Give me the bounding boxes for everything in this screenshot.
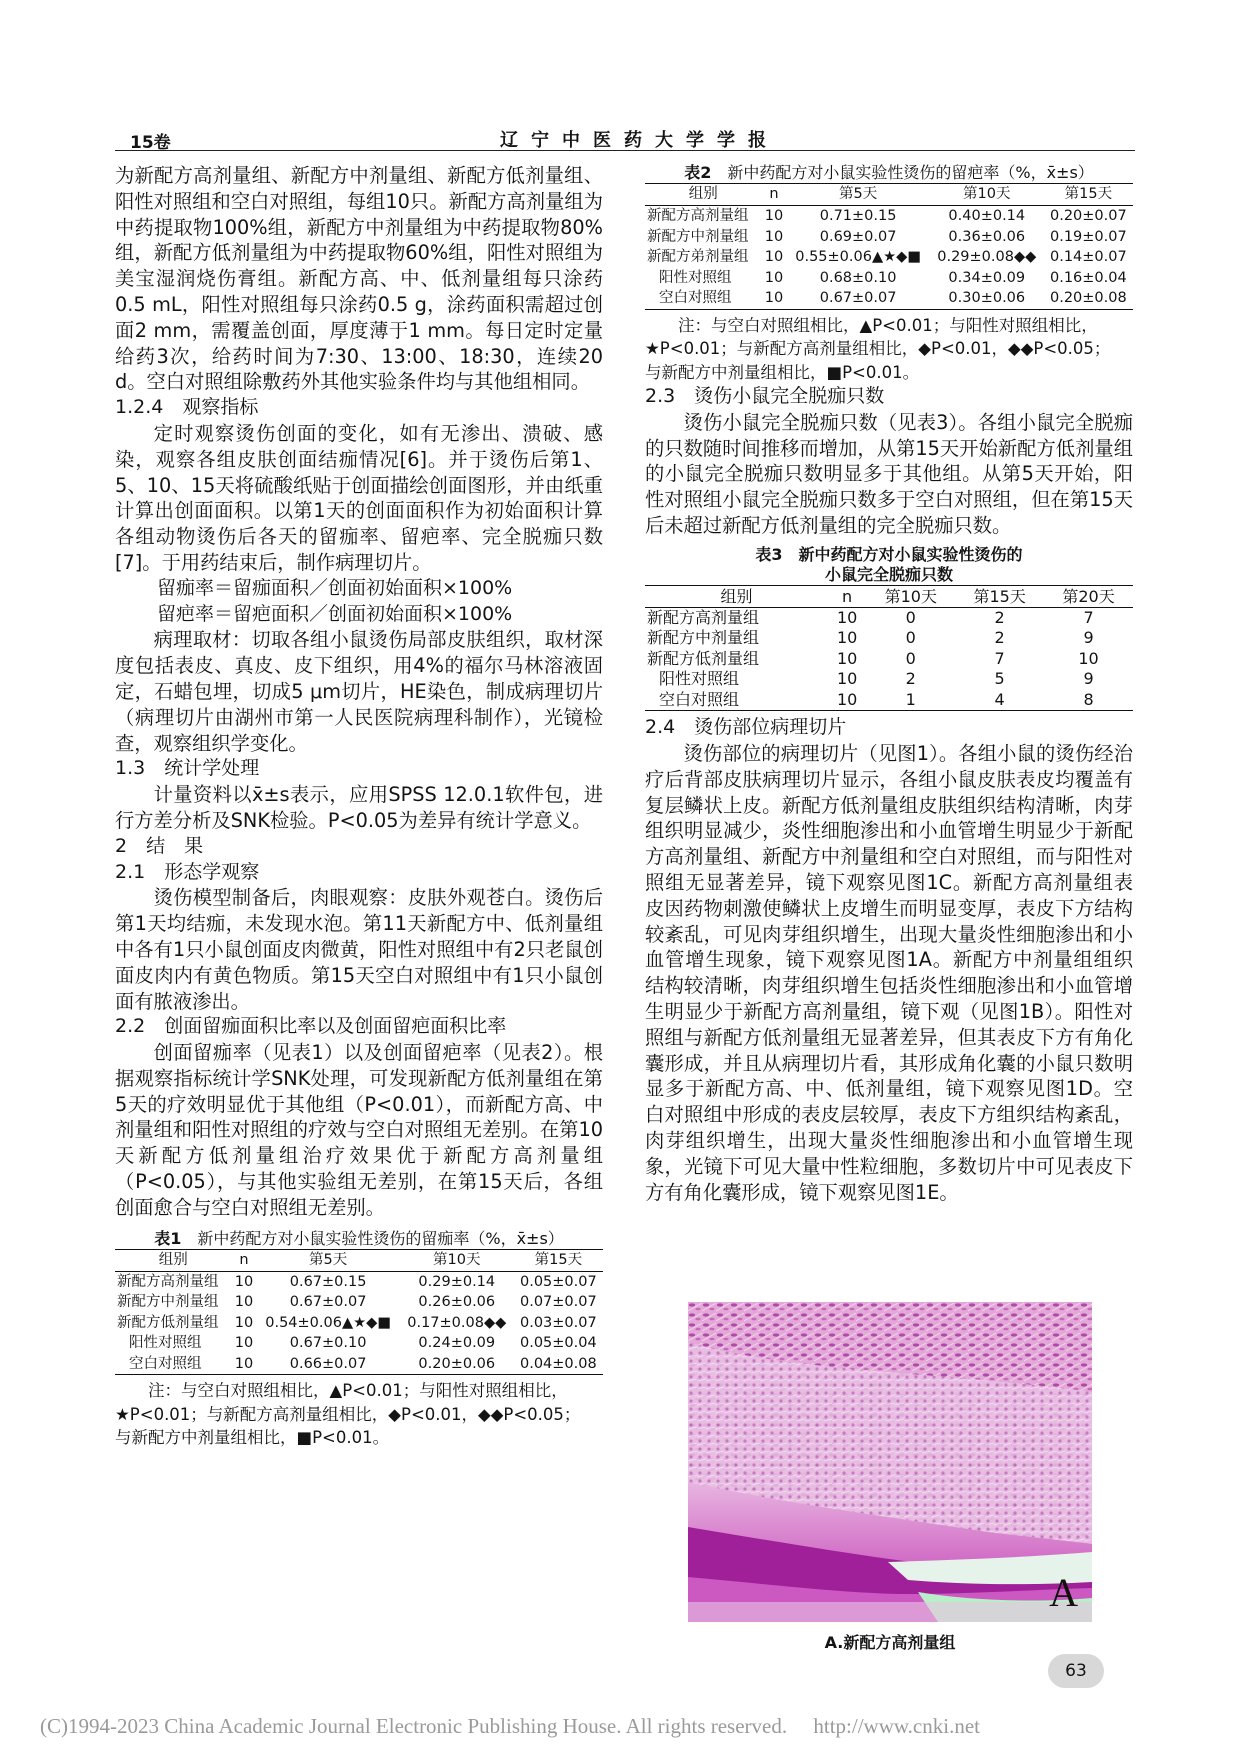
paragraph-grouping: 为新配方高剂量组、新配方中剂量组、新配方低剂量组、阳性对照组和空白对照组，每组10只。新配方高剂量组为中药提取物100%组，新配方中剂量组为中药提取物80%组，新配方低剂量组为中药提取物60%组，阳性对照组为美宝湿润烧伤膏组。新配方高、中、低剂量组每只涂药0.5 mL，阳性对照组每只涂药0.5 g，涂药面积需超过创面2 mm，需覆盖创面，厚度薄于1 mm。每日定时定量给药3次，给药时间为7:30、13:00、18:30，连续20 d。空白对照组除敷药外其他实验条件均与其他组相同。 bbox=[115, 164, 603, 394]
left-column bbox=[115, 163, 603, 1450]
col-header-day15: 第15天 bbox=[514, 1249, 603, 1271]
page-number: 63 bbox=[1048, 1654, 1104, 1688]
header-journal-title: 辽宁中医药大学学报 bbox=[500, 130, 779, 151]
col-header-n: n bbox=[762, 184, 787, 206]
formula-scab-rate: 留痂率＝留痂面积／创面初始面积×100% bbox=[157, 576, 513, 599]
right-column bbox=[645, 163, 1133, 1205]
table-row: 新配方低剂量组 10 0.54±0.06▲★◆■ 0.17±0.08◆◆ 0.03±0.07 bbox=[117, 1314, 597, 1331]
heading-1-2-4: 1.2.4 观察指标 bbox=[115, 396, 259, 419]
table-2-caption: 表2 新中药配方对小鼠实验性烫伤的留疤率（%，x̄±s） bbox=[684, 163, 1094, 182]
table-1-caption: 表1 新中药配方对小鼠实验性烫伤的留痂率（%，x̄±s） bbox=[154, 1228, 564, 1248]
table-row: 新配方中剂量组 10 0.67±0.07 0.26±0.06 0.07±0.07 bbox=[117, 1294, 597, 1311]
heading-1-3: 1.3 统计学处理 bbox=[115, 757, 260, 780]
table-1-note: 注：与空白对照组相比，▲P<0.01；与阳性对照组相比， ★P<0.01；与新配方高剂量组相比，◆P<0.01，◆◆P<0.05； 与新配方中剂量组相比，■P<0.01。 bbox=[115, 1381, 581, 1448]
paragraph-observation: 定时观察烫伤创面的变化，如有无渗出、溃破、感染，观察各组皮肤创面结痂情况[6]。并于烫伤后第1、5、10、15天将硫酸纸贴于创面描绘创面图形，并由纸重计算出创面面积。以第1天的创面面积作为初始面积计算各组动物烫伤后各天的留痂率、留疤率、完全脱痂只数[7]。于用药结束后，制作病理切片。 bbox=[115, 421, 603, 574]
table-2-block bbox=[645, 163, 1133, 384]
heading-2-4: 2.4 烫伤部位病理切片 bbox=[645, 716, 847, 739]
table-3-caption: 表3 新中药配方对小鼠实验性烫伤的 小鼠完全脱痂只数 bbox=[755, 544, 1023, 584]
table-row: 新配方中剂量组 10 0 2 9 bbox=[647, 628, 1094, 648]
table-3 bbox=[645, 585, 1133, 712]
table-header-row bbox=[645, 585, 1133, 607]
col-header-group: 组别 bbox=[645, 585, 828, 607]
table-2-note: 注：与空白对照组相比，▲P<0.01；与阳性对照组相比， ★P<0.01；与新配方高剂量组相比，◆P<0.01，◆◆P<0.05； 与新配方中剂量组相比，■P<0.01。 bbox=[645, 315, 1111, 382]
col-header-group: 组别 bbox=[115, 1249, 232, 1271]
table-row: 阳性对照组 10 0.68±0.10 0.34±0.09 0.16±0.04 bbox=[659, 269, 1127, 286]
col-header-day20: 第20天 bbox=[1044, 585, 1133, 607]
figure-panel-letter: A bbox=[1049, 1570, 1078, 1615]
table-header-row bbox=[645, 184, 1133, 206]
header-volume: 15卷 bbox=[130, 133, 171, 153]
paragraph-pathology-results: 烫伤部位的病理切片（见图1）。各组小鼠的烫伤经治疗后背部皮肤病理切片显示，各组小鼠皮肤表皮均覆盖有复层鳞状上皮。新配方低剂量组皮肤组织结构清晰，肉芽组织明显减少，炎性细胞渗出和小血管增生明显少于新配方高剂量组、新配方中剂量组和空白对照组，而与阳性对照组无显著差异，镜下观察见图1C。新配方高剂量组表皮因药物刺激使鳞状上皮增生而明显变厚，表皮下方结构较紊乱，可见肉芽组织增生，出现大量炎性细胞渗出和小血管增生现象，镜下观察见图1A。新配方中剂量组组织结构较清晰，肉芽组织增生包括炎性细胞渗出和小血管增生明显少于新配方高剂量组，镜下观（见图1B）。阳性对照组与新配方低剂量组无显著差异，但其表皮下方有角化囊形成，并且从病理切片看，其形成角化囊的小鼠只数明显多于新配方高、中、低剂量组，镜下观察见图1D。空白对照组中形成的表皮层较厚，表皮下方组织结构紊乱，肉芽组织增生，出现大量炎性细胞渗出和小血管增生现象，光镜下可见大量中性粒细胞，多数切片中可见表皮下方有角化囊形成，镜下观察见图1E。 bbox=[645, 742, 1133, 1204]
col-header-n: n bbox=[232, 1249, 257, 1271]
paragraph-statistics: 计量资料以x̄±s表示，应用SPSS 12.0.1软件包，进行方差分析及SNK检验。P<0.05为差异有统计学意义。 bbox=[115, 783, 603, 832]
col-header-day15: 第15天 bbox=[955, 585, 1044, 607]
paragraph-morphology: 烫伤模型制备后，肉眼观察：皮肤外观苍白。烫伤后第1天均结痂，未发现水泡。第11天新配方中、低剂量组中各有1只小鼠创面皮肉微黄，阳性对照组中有2只老鼠创面皮肉内有黄色物质。第15天空白对照组中有1只小鼠创面有脓液渗出。 bbox=[115, 886, 603, 1013]
micrograph-svg bbox=[688, 1302, 1092, 1622]
table-header-row bbox=[115, 1249, 603, 1271]
heading-2-1: 2.1 形态学观察 bbox=[115, 860, 260, 883]
table-row: 新配方弟剂量组 10 0.55±0.06▲★◆■ 0.29±0.08◆◆ 0.14±0.07 bbox=[647, 249, 1127, 265]
paragraph-pathology-sampling: 病理取材：切取各组小鼠烫伤局部皮肤组织，取材深度包括表皮、真皮、皮下组织，用4%的福尔马林溶液固定，石蜡包埋，切成5 μm切片，HE染色，制成病理切片（病理切片由湖州市第一人民医院病理科制作），光镜检查，观察组织学变化。 bbox=[115, 628, 603, 755]
col-header-day10: 第10天 bbox=[866, 585, 955, 607]
col-header-n: n bbox=[828, 585, 866, 607]
table-row: 新配方高剂量组 10 0.67±0.15 0.29±0.14 0.05±0.07 bbox=[117, 1273, 597, 1290]
table-row: 空白对照组 10 1 4 8 bbox=[645, 690, 1133, 711]
col-header-day5: 第5天 bbox=[786, 184, 929, 206]
table-row: 空白对照组 10 0.66±0.07 0.20±0.06 0.04±0.08 bbox=[115, 1354, 603, 1375]
table-row: 新配方中剂量组 10 0.69±0.07 0.36±0.06 0.19±0.07 bbox=[647, 228, 1127, 245]
table-row: 阳性对照组 10 0.67±0.10 0.24±0.09 0.05±0.04 bbox=[129, 1335, 597, 1352]
col-header-day10: 第10天 bbox=[930, 184, 1044, 206]
table-row: 阳性对照组 10 2 5 9 bbox=[659, 669, 1094, 689]
table-2 bbox=[645, 183, 1133, 310]
table-1 bbox=[115, 1249, 603, 1376]
paragraph-scab-shedding: 烫伤小鼠完全脱痂只数（见表3）。各组小鼠完全脱痂的只数随时间推移而增加，从第15天开始新配方低剂量组的小鼠完全脱痂只数明显多于其他组。从第5天开始，阳性对照组小鼠完全脱痂只数多于空白对照组，但在第15天后未超过新配方低剂量组的完全脱痂只数。 bbox=[645, 410, 1133, 537]
heading-2-results: 2 结 果 bbox=[115, 834, 204, 857]
figure-caption: A.新配方高剂量组 bbox=[824, 1633, 956, 1652]
table-row: 空白对照组 10 0.67±0.07 0.30±0.06 0.20±0.08 bbox=[645, 288, 1133, 309]
formula-scar-rate: 留疤率＝留疤面积／创面初始面积×100% bbox=[157, 602, 513, 625]
table-row: 新配方高剂量组 10 0 2 7 bbox=[647, 607, 1094, 627]
heading-2-3: 2.3 烫伤小鼠完全脱痂只数 bbox=[645, 385, 885, 407]
col-header-group: 组别 bbox=[645, 184, 762, 206]
histology-micrograph bbox=[688, 1302, 1092, 1622]
paragraph-scab-scar-rates: 创面留痂率（见表1）以及创面留疤率（见表2）。根据观察指标统计学SNK处理，可发现新配方低剂量组在第5天的疗效明显优于其他组（P<0.01），而新配方高、中剂量组和阳性对照组的疗效与空白对照组无差别。在第10天新配方低剂量组治疗效果优于新配方高剂量组（P<0.05），与其他实验组无差别，在第15天后，各组创面愈合与空白对照组无差别。 bbox=[115, 1041, 603, 1219]
table-3-block bbox=[645, 545, 1133, 712]
copyright-footer: (C)1994-2023 China Academic Journal Electronic Publishing House. All rights reserved. http://www.cnki.net bbox=[40, 1714, 980, 1738]
heading-2-2: 2.2 创面留痂面积比率以及创面留疤面积比率 bbox=[115, 1015, 507, 1038]
table-row: 新配方低剂量组 10 0 7 10 bbox=[647, 648, 1099, 668]
col-header-day5: 第5天 bbox=[256, 1249, 399, 1271]
table-1-block bbox=[115, 1229, 603, 1450]
table-row: 新配方高剂量组 10 0.71±0.15 0.40±0.14 0.20±0.07 bbox=[647, 208, 1127, 224]
header-rule bbox=[115, 150, 1135, 151]
col-header-day10: 第10天 bbox=[400, 1249, 514, 1271]
col-header-day15: 第15天 bbox=[1044, 184, 1133, 206]
